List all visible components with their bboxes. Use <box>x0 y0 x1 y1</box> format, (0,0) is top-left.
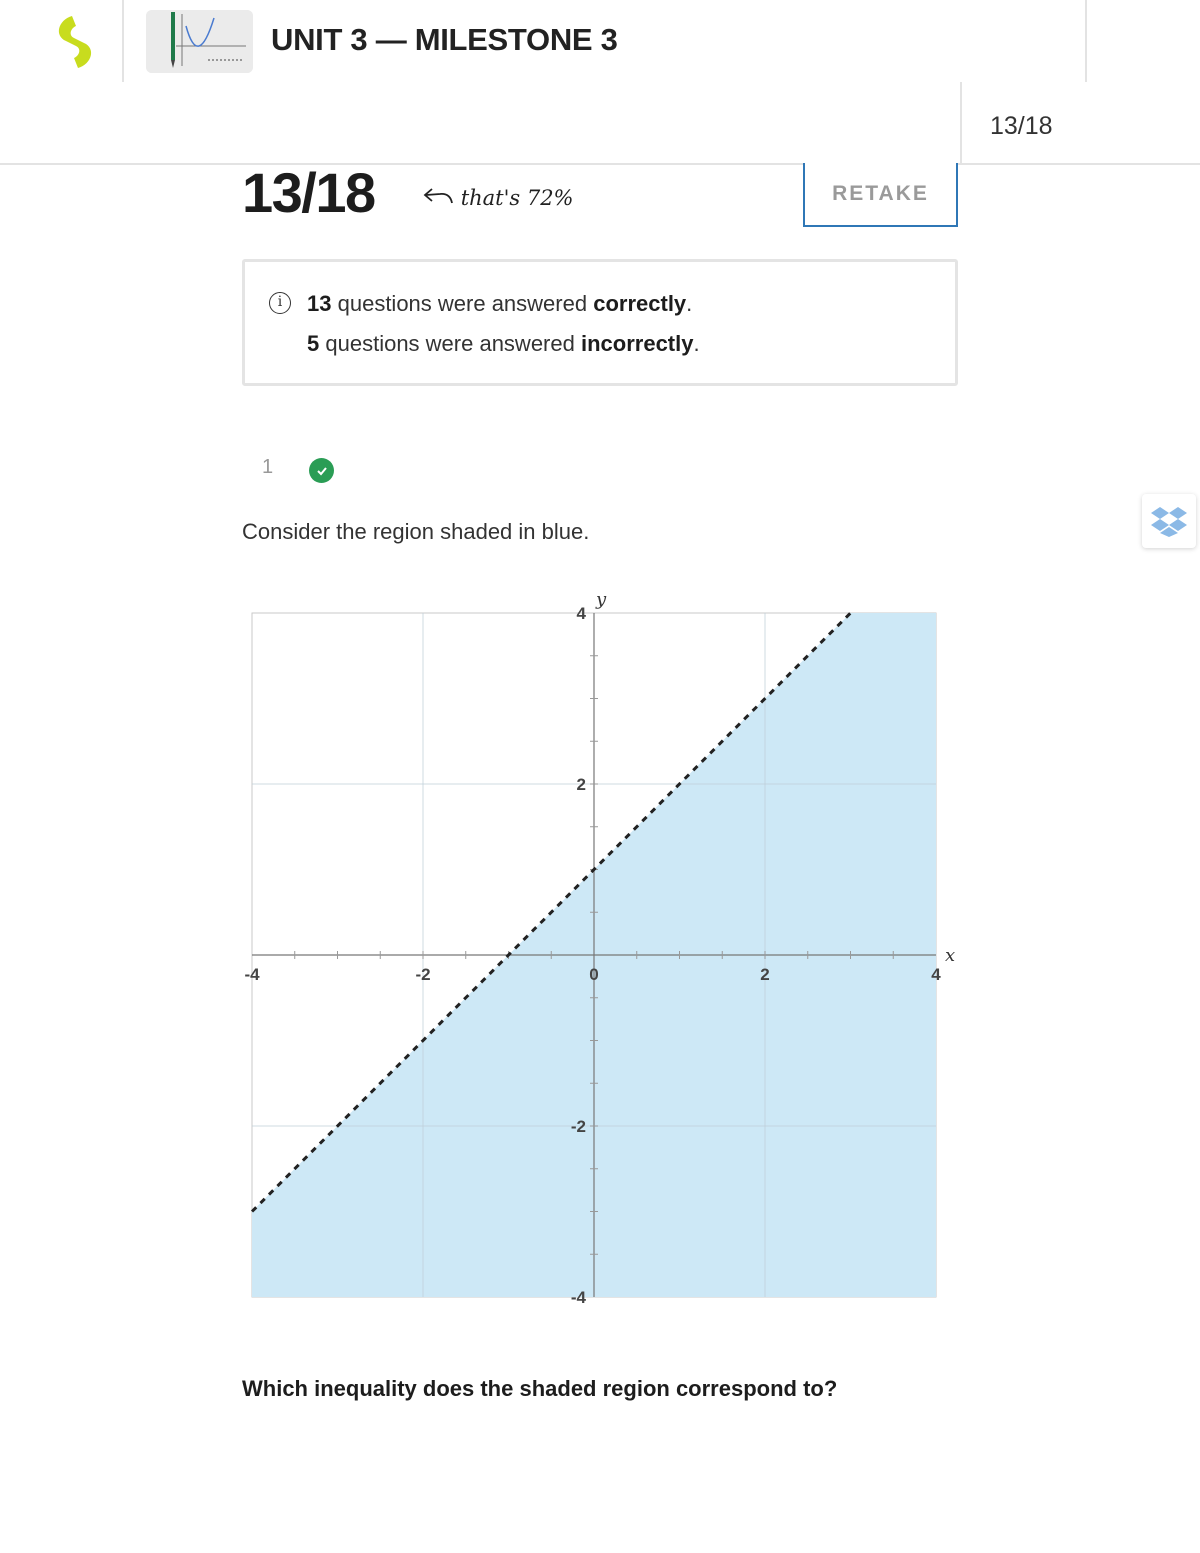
check-icon <box>309 458 334 483</box>
correct-word: correctly <box>593 291 687 316</box>
sophia-logo-icon[interactable] <box>52 14 98 70</box>
curved-arrow-icon <box>422 187 454 207</box>
correct-summary: 13 questions were answered correctly. <box>307 291 693 316</box>
header-divider <box>122 0 124 82</box>
course-thumbnail[interactable] <box>146 10 253 73</box>
correct-text: questions were answered <box>337 291 588 316</box>
question-prompt: Consider the region shaded in blue. <box>242 519 590 544</box>
incorrect-word: incorrectly <box>580 331 694 356</box>
y-axis-label: y <box>596 589 607 610</box>
header-separator <box>0 163 1200 165</box>
big-score: 13/18 <box>242 161 375 224</box>
x-tick-label: -2 <box>415 965 431 984</box>
dropbox-button[interactable] <box>1142 494 1196 548</box>
retake-button[interactable]: RETAKE <box>803 163 958 227</box>
results-summary-box <box>242 259 958 386</box>
x-tick-label: 2 <box>760 965 770 984</box>
header-divider <box>1085 0 1087 82</box>
y-tick-label: 4 <box>576 604 586 623</box>
graph-sketch-icon <box>146 10 253 73</box>
y-tick-label: 2 <box>576 775 586 794</box>
percent-note <box>422 186 574 210</box>
y-tick-label: -4 <box>570 1288 586 1307</box>
incorrect-text: questions were answered <box>325 331 575 356</box>
x-axis-label: x <box>945 945 956 966</box>
score-panel <box>960 82 1200 164</box>
y-tick-label: -2 <box>570 1117 586 1136</box>
question-text: Which inequality does the shaded region correspond to? <box>242 1376 838 1401</box>
incorrect-count: 5 <box>307 331 320 356</box>
info-icon: i <box>269 292 291 314</box>
incorrect-summary: 5 questions were answered incorrectly. <box>307 331 700 356</box>
question-number[interactable]: 1 <box>262 456 274 478</box>
x-tick-label: -4 <box>244 965 260 984</box>
percent-text: that's 72% <box>460 186 574 210</box>
dropbox-icon <box>1151 505 1187 537</box>
top-bar <box>0 0 1200 82</box>
x-tick-label: 0 <box>589 965 599 984</box>
x-tick-label: 4 <box>931 965 941 984</box>
score-summary: 13/18 <box>990 112 1053 140</box>
correct-count: 13 <box>307 291 332 316</box>
inequality-graph <box>236 582 966 1312</box>
page-title: UNIT 3 — MILESTONE 3 <box>271 22 618 57</box>
